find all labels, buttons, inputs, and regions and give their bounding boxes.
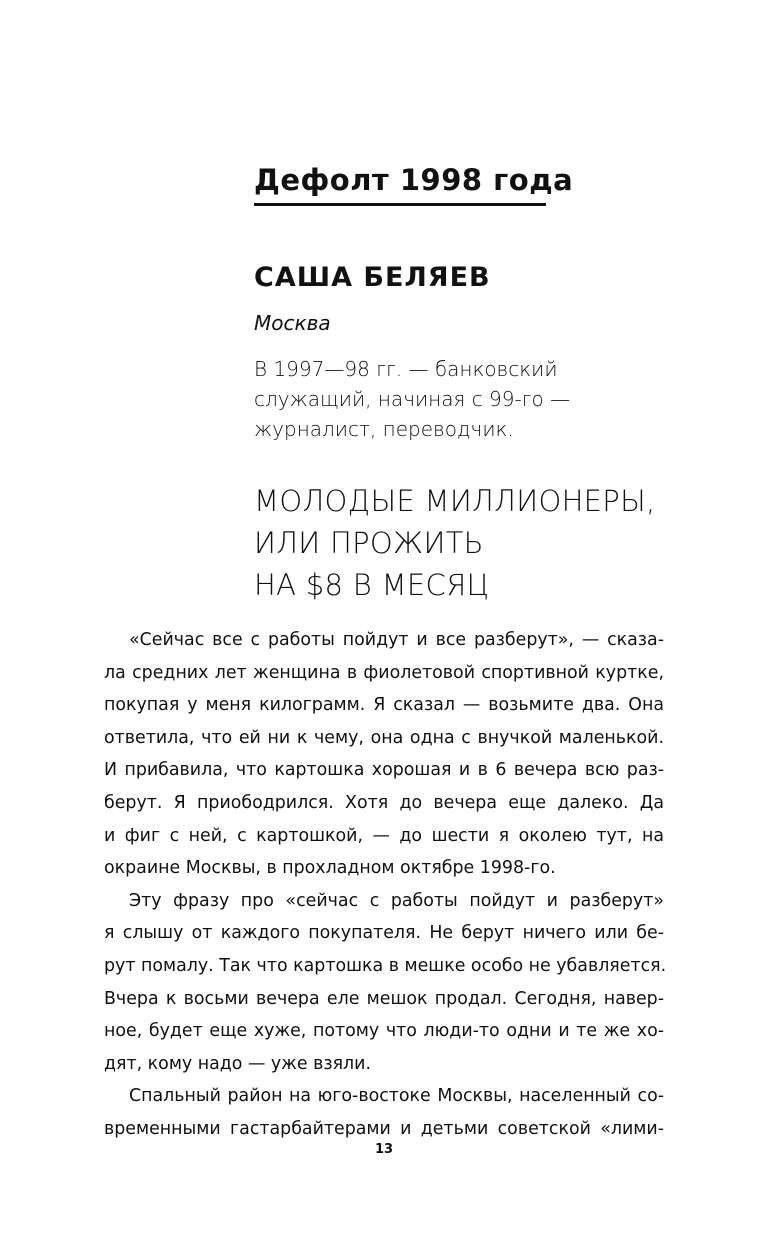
body-line: И прибавила, что картошка хорошая и в 6 вечера всю раз- [104, 760, 664, 781]
body-line: покупая у меня килограмм. Я сказал — возьмите два. Она [104, 695, 664, 716]
story-title [254, 480, 674, 606]
chapter-title-underline [254, 203, 546, 206]
author-bio-line: служащий, начиная с 99-го — [254, 387, 571, 411]
body-line: и фиг с ней, с картошкой, — до шести я околею тут, на [104, 825, 664, 846]
body-line: ответила, что ей ни к чему, она одна с внучкой маленькой. [104, 727, 664, 748]
story-title-line: ИЛИ ПРОЖИТЬ [254, 526, 484, 560]
page-number: 13 [374, 1142, 394, 1157]
body-line: ное, будет еще хуже, потому что люди-то одни и те же хо- [104, 1021, 664, 1042]
author-bio-line: В 1997—98 гг. — банковский [254, 357, 558, 381]
body-line: рут помалу. Так что картошка в мешке особо не убавляется. [104, 955, 667, 976]
author-name: САША БЕЛЯЕВ [254, 262, 491, 293]
author-bio-line: журналист, переводчик. [254, 417, 514, 441]
author-bio [254, 354, 614, 444]
body-text [104, 624, 667, 1146]
body-line: ла средних лет женщина в фиолетовой спортивной куртке, [104, 662, 664, 683]
story-title-line: НА $8 В МЕСЯЦ [254, 568, 490, 602]
body-line: «Сейчас все с работы пойдут и все разберут», — сказа- [129, 630, 664, 650]
body-line: я слышу от каждого покупателя. Не берут ничего или бе- [104, 923, 664, 944]
body-line: временными гастарбайтерами и детьми советской «лими- [104, 1118, 664, 1139]
story-title-line: МОЛОДЫЕ МИЛЛИОНЕРЫ, [254, 484, 656, 518]
body-line: дят, кому надо — уже взяли. [104, 1053, 371, 1074]
body-line: Эту фразу про «сейчас с работы пойдут и разберут» [129, 890, 664, 911]
chapter-title: Дефолт 1998 года [254, 163, 574, 197]
body-line: берут. Я приободрился. Хотя до вечера еще далеко. Да [104, 792, 664, 813]
body-line: Вчера к восьми вечера еле мешок продал. Сегодня, навер- [104, 988, 664, 1009]
body-line: Спальный район на юго-востоке Москвы, населенный со- [129, 1086, 664, 1107]
author-city: Москва [254, 311, 331, 335]
body-line: окраине Москвы, в прохладном октябре 1998-го. [104, 858, 556, 879]
